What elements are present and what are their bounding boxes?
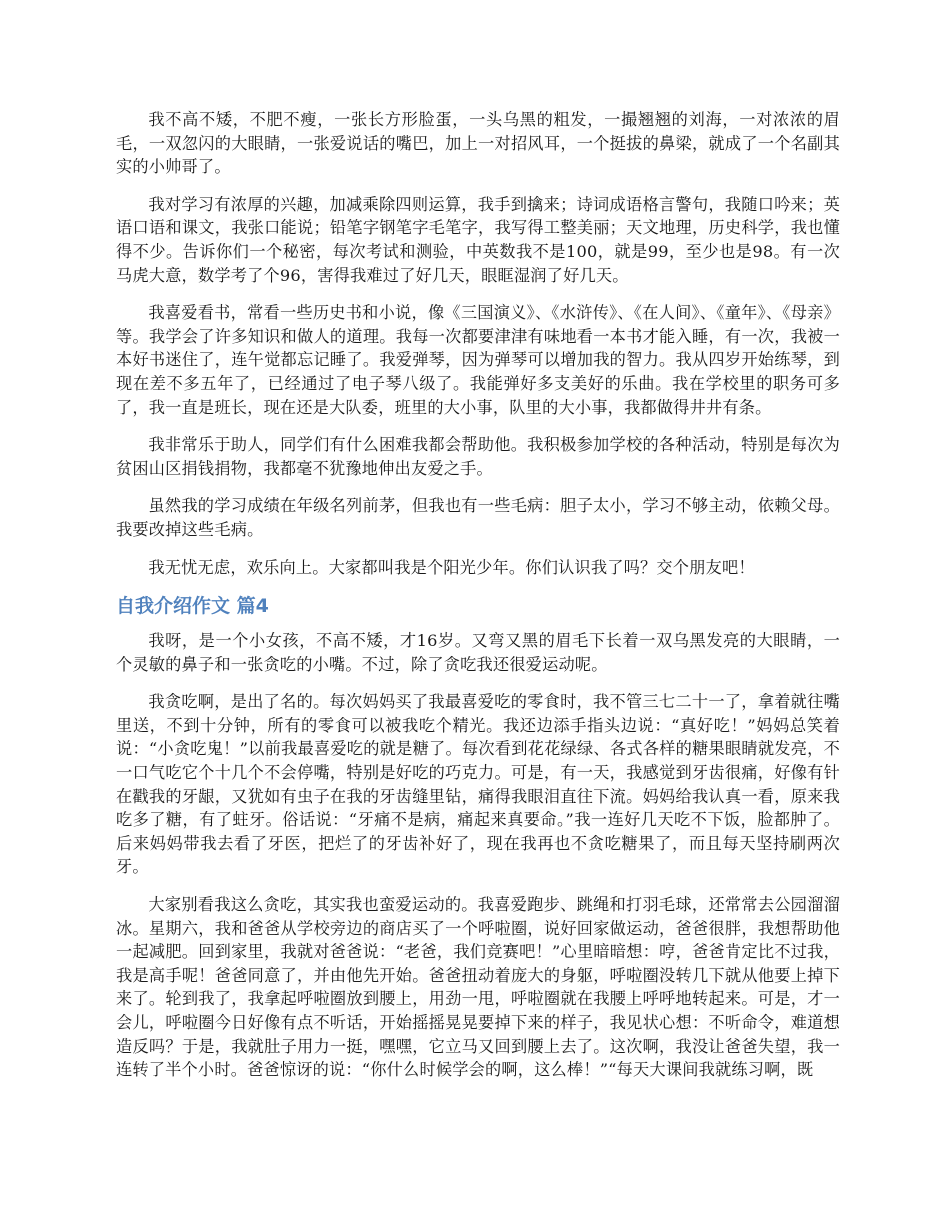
section-heading: 自我介绍作文 篇4 — [116, 595, 269, 618]
paragraph-helping-others: 我非常乐于助人，同学们有什么困难我都会帮助他。我积极参加学校的各种活动，特别是每次为贫困山区捐钱捐物，我都毫不犹豫地伸出友爱之手。 — [116, 435, 840, 478]
paragraph-shortcomings: 虽然我的学习成绩在年级名列前茅，但我也有一些毛病：胆子太小，学习不够主动，依赖父母。我要改掉这些毛病。 — [116, 496, 840, 539]
paragraph-greedy-eater: 我贪吃啊，是出了名的。每次妈妈买了我最喜爱吃的零食时，我不管三七二十一了，拿着就往嘴里送，不到十分钟，所有的零食可以被我吃个精光。我还边添手指头边说：“真好吃！”妈妈总笑着说：“小贪吃鬼！”以前我最喜爱吃的就是糖了。每次看到花花绿绿、各式各样的糖果眼睛就发亮，不一口气吃它个十几个不会停嘴，特别是好吃的巧克力。可是，有一天，我感觉到牙齿很痛，好像有针在戳我的牙龈，又犹如有虫子在我的牙齿缝里钻，痛得我眼泪直往下流。妈妈给我认真一看，原来我吃多了糖，有了蛀牙。俗话说：“牙痛不是病，痛起来真要命。”我一连好几天吃不下饭，脸都肿了。后来妈妈带我去看了牙医，把烂了的牙齿补好了，现在我再也不贪吃糖果了，而且每天坚持刷两次牙。 — [116, 692, 840, 877]
paragraph-sports: 大家别看我这么贪吃，其实我也蛮爱运动的。我喜爱跑步、跳绳和打羽毛球，还常常去公园溜溜冰。星期六，我和爸爸从学校旁边的商店买了一个呼啦圈，说好回家做运动，爸爸很胖，我想帮助他一起减肥。回到家里，我就对爸爸说：“老爸，我们竞赛吧！”心里暗暗想：哼，爸爸肯定比不过我，我是高手呢！爸爸同意了，并由他先开始。爸爸扭动着庞大的身躯，呼啦圈没转几下就从他要上掉下来了。轮到我了，我拿起呼啦圈放到腰上，用劲一甩，呼啦圈就在我腰上呼呼地转起来。可是，才一会儿，呼啦圈今日好像有点不听话，开始摇摇晃晃要掉下来的样子，我见状心想：不听命令，难道想造反吗？于是，我就肚子用力一挺，嘿嘿，它立马又回到腰上去了。这次啊，我没让爸爸失望，我一连转了半个小时。爸爸惊讶的说：“你什么时候学会的啊，这么棒！”“每天大课间我就练习啊，既 — [116, 895, 840, 1080]
paragraph-closing: 我无忧无虑，欢乐向上。大家都叫我是个阳光少年。你们认识我了吗？交个朋友吧！ — [148, 557, 755, 577]
paragraph-girl-intro: 我呀，是一个小女孩，不高不矮，才16岁。又弯又黑的眉毛下长着一双乌黑发亮的大眼睛，一个灵敏的鼻子和一张贪吃的小嘴。不过，除了贪吃我还很爱运动呢。 — [116, 631, 840, 674]
paragraph-appearance: 我不高不矮，不肥不瘦，一张长方形脸蛋，一头乌黑的粗发，一撮翘翘的刘海，一对浓浓的眉毛，一双忽闪的大眼睛，一张爱说话的嘴巴，加上一对招风耳，一个挺拔的鼻梁，就成了一个名副其实的小帅哥了。 — [116, 110, 840, 177]
paragraph-reading-hobbies: 我喜爱看书，常看一些历史书和小说，像《三国演义》、《水浒传》、《在人间》、《童年》、《母亲》等。我学会了许多知识和做人的道理。我每一次都要津津有味地看一本书才能入睡，有一次，我被一本好书迷住了，连午觉都忘记睡了。我爱弹琴，因为弹琴可以增加我的智力。我从四岁开始练琴，到现在差不多五年了，已经通过了电子琴八级了。我能弹好多支美好的乐曲。我在学校里的职务可多了，我一直是班长，现在还是大队委，班里的大小事，队里的大小事，我都做得井井有条。 — [116, 303, 840, 417]
document-page — [116, 108, 840, 1096]
paragraph-study: 我对学习有浓厚的兴趣，加减乘除四则运算，我手到擒来；诗词成语格言警句，我随口吟来；英语口语和课文，我张口能说；铅笔字钢笔字毛笔字，我写得工整美丽；天文地理，历史科学，我也懂得不少。告诉你们一个秘密，每次考试和测验，中英数我不是100，就是99，至少也是98。有一次马虎大意，数学考了个96，害得我难过了好几天，眼眶湿润了好几天。 — [116, 194, 840, 285]
